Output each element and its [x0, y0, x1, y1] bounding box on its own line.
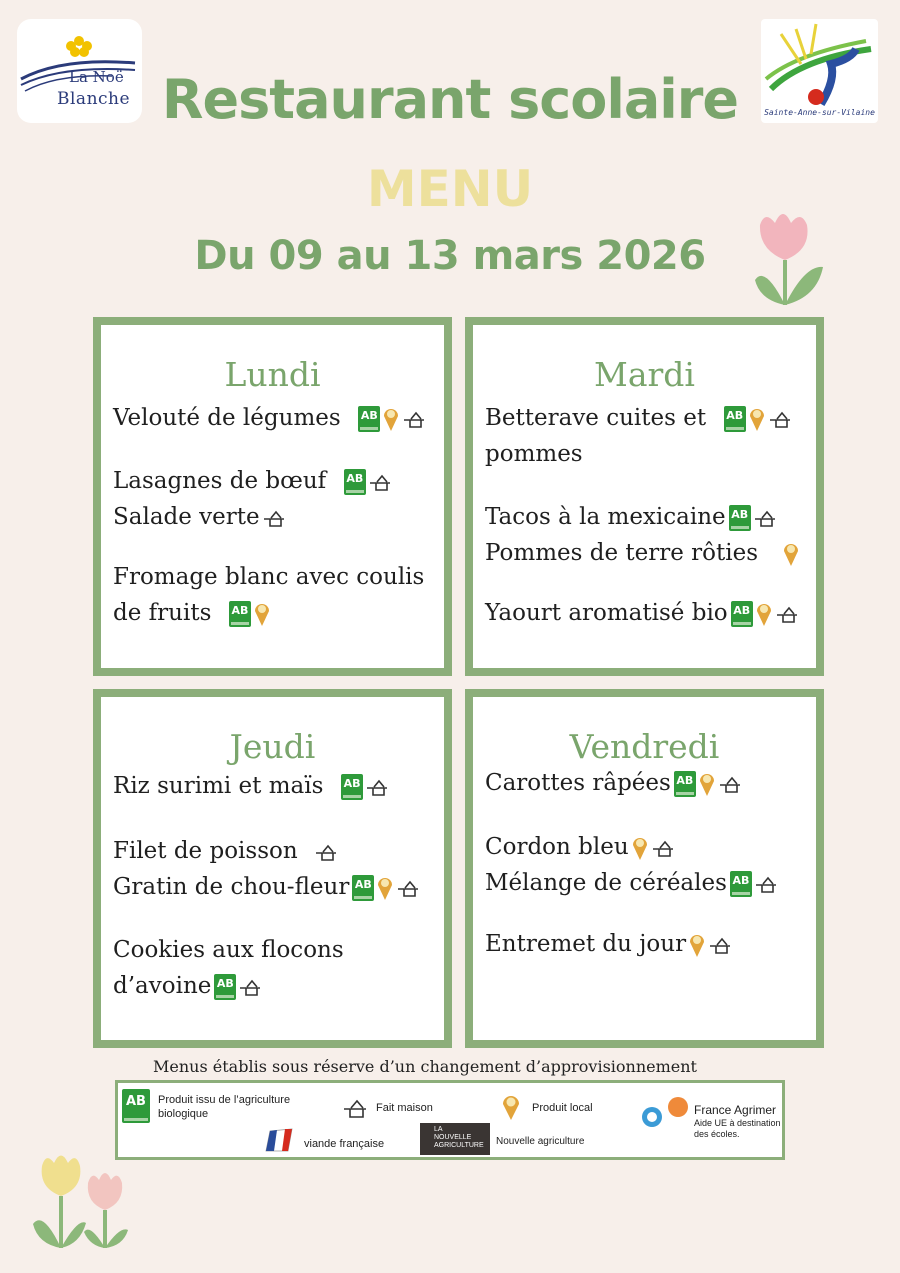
bio-icon: AB: [344, 469, 366, 495]
dish-label: Riz surimi et maïs: [113, 773, 324, 799]
day-card-lundi: [93, 317, 452, 676]
france-agrimer-icon: [638, 1095, 690, 1131]
fait-maison-icon: [754, 874, 778, 894]
dish-label: pommes: [485, 441, 583, 467]
bio-icon: AB: [229, 601, 251, 627]
dish-label: Cordon bleu: [485, 834, 629, 860]
dish-cordon-bleu: [485, 829, 675, 865]
nouvelle-logo-line2: NOUVELLE: [434, 1134, 472, 1141]
day-title-vendredi: Vendredi: [569, 727, 720, 766]
fait-maison-icon: [368, 472, 392, 492]
fait-maison-icon: [314, 842, 338, 862]
bio-icon: AB: [122, 1089, 150, 1123]
day-title-jeudi: Jeudi: [229, 727, 316, 766]
dish-gratin: [113, 869, 420, 905]
local-product-icon: [382, 406, 400, 432]
dish-label: de fruits: [113, 600, 212, 626]
sainte-anne-emblem-icon: [761, 19, 878, 109]
dish-pommes-de-terre: [485, 535, 800, 571]
local-product-icon: [253, 601, 271, 627]
dish-label: Carottes râpées: [485, 770, 671, 796]
legend-box: [115, 1080, 785, 1160]
local-product-icon: [748, 406, 766, 432]
fait-maison-icon: [718, 774, 742, 794]
dish-label: Betterave cuites et: [485, 405, 707, 431]
legend-bio: [158, 1093, 290, 1121]
fait-maison-icon: [708, 935, 732, 955]
fait-maison-icon: [651, 838, 675, 858]
dish-veloute: [113, 400, 426, 436]
fait-maison-icon: [775, 604, 799, 624]
dish-tacos: [485, 499, 777, 535]
nouvelle-logo-line3: AGRICULTURE: [434, 1142, 484, 1149]
dish-pommes: [485, 436, 583, 472]
dish-fromage-blanc: [113, 559, 424, 595]
dish-label: Fromage blanc avec coulis: [113, 564, 425, 590]
dish-lasagnes: [113, 463, 392, 499]
fait-maison-icon: [753, 508, 777, 528]
dish-label: Velouté de légumes: [113, 405, 341, 431]
fait-maison-icon: [238, 977, 262, 997]
dish-betterave: [485, 400, 792, 436]
fait-maison-icon: [768, 409, 792, 429]
bio-icon: AB: [724, 406, 746, 432]
legend-viande: viande française: [304, 1138, 385, 1150]
dish-salade: [113, 499, 286, 535]
dish-label: Cookies aux flocons: [113, 937, 344, 963]
logo-left-line2: Blanche: [57, 89, 131, 109]
tulips-icon: [28, 1148, 138, 1253]
day-card-mardi: [465, 317, 824, 676]
local-product-icon: [501, 1093, 521, 1121]
bio-icon: AB: [729, 505, 751, 531]
bio-icon: AB: [214, 974, 236, 1000]
legend-bio-line2: biologique: [158, 1108, 209, 1120]
tulip-icon: [745, 205, 835, 315]
nouvelle-agriculture-logo: [420, 1123, 490, 1155]
dish-label: Mélange de céréales: [485, 870, 727, 896]
dish-label: Gratin de chou-fleur: [113, 874, 350, 900]
dish-label: d’avoine: [113, 973, 212, 999]
local-product-icon: [688, 932, 706, 958]
fait-maison-icon: [365, 777, 389, 797]
logo-left-line1: La Noë: [69, 68, 124, 86]
dish-label: Entremet du jour: [485, 931, 687, 957]
local-product-icon: [698, 771, 716, 797]
local-product-icon: [782, 541, 800, 567]
nouvelle-logo-line1: LA: [434, 1126, 443, 1133]
logo-la-noe-blanche: [17, 19, 142, 123]
legend-local: Produit local: [532, 1102, 593, 1114]
footnote: Menus établis sous réserve d’un changement d’approvisionnement: [153, 1057, 697, 1076]
viande-francaise-icon: [262, 1125, 296, 1155]
dish-label: Salade verte: [113, 504, 260, 530]
local-product-icon: [631, 835, 649, 861]
legend-bio-line1: Produit issu de l’agriculture: [158, 1094, 291, 1106]
dish-avoine: [113, 968, 262, 1004]
dish-cookies: [113, 932, 344, 968]
bio-icon: AB: [358, 406, 380, 432]
dish-riz-surimi: [113, 768, 389, 804]
dish-coulis: [113, 595, 271, 631]
dish-label: Tacos à la mexicaine: [485, 504, 726, 530]
page-subtitle: MENU: [366, 160, 534, 218]
legend-agrimer-text: [694, 1118, 781, 1140]
dish-melange-cereales: [485, 865, 778, 901]
page-title: Restaurant scolaire: [161, 68, 739, 131]
bio-icon: AB: [674, 771, 696, 797]
dish-yaourt: [485, 595, 799, 631]
dish-label: Yaourt aromatisé bio: [485, 600, 728, 626]
dish-carottes: [485, 765, 742, 801]
local-product-icon: [755, 601, 773, 627]
logo-sainte-anne: [761, 19, 878, 123]
dish-label: Filet de poisson: [113, 838, 298, 864]
dish-label: Lasagnes de bœuf: [113, 468, 327, 494]
legend-nouvelle: Nouvelle agriculture: [496, 1136, 585, 1147]
fait-maison-icon: [402, 409, 426, 429]
fait-maison-icon: [342, 1097, 368, 1119]
fait-maison-icon: [262, 508, 286, 528]
legend-agrimer-line2: des écoles.: [694, 1129, 740, 1139]
local-product-icon: [376, 875, 394, 901]
bio-icon: AB: [730, 871, 752, 897]
day-title-mardi: Mardi: [594, 355, 695, 394]
day-card-vendredi: [465, 689, 824, 1048]
dish-filet-poisson: [113, 833, 338, 869]
bio-icon: AB: [352, 875, 374, 901]
legend-agrimer-line1: Aide UE à destination: [694, 1118, 781, 1128]
logo-right-caption: Sainte-Anne-sur-Vilaine: [764, 108, 875, 117]
day-card-jeudi: [93, 689, 452, 1048]
bio-icon: AB: [731, 601, 753, 627]
menu-dates: Du 09 au 13 mars 2026: [194, 233, 706, 279]
legend-maison: Fait maison: [376, 1102, 433, 1114]
bio-icon: AB: [341, 774, 363, 800]
legend-agrimer-title: France Agrimer: [694, 1103, 777, 1117]
day-title-lundi: Lundi: [224, 355, 321, 394]
dish-label: Pommes de terre rôties: [485, 540, 759, 566]
dish-entremet: [485, 926, 732, 962]
fait-maison-icon: [396, 878, 420, 898]
